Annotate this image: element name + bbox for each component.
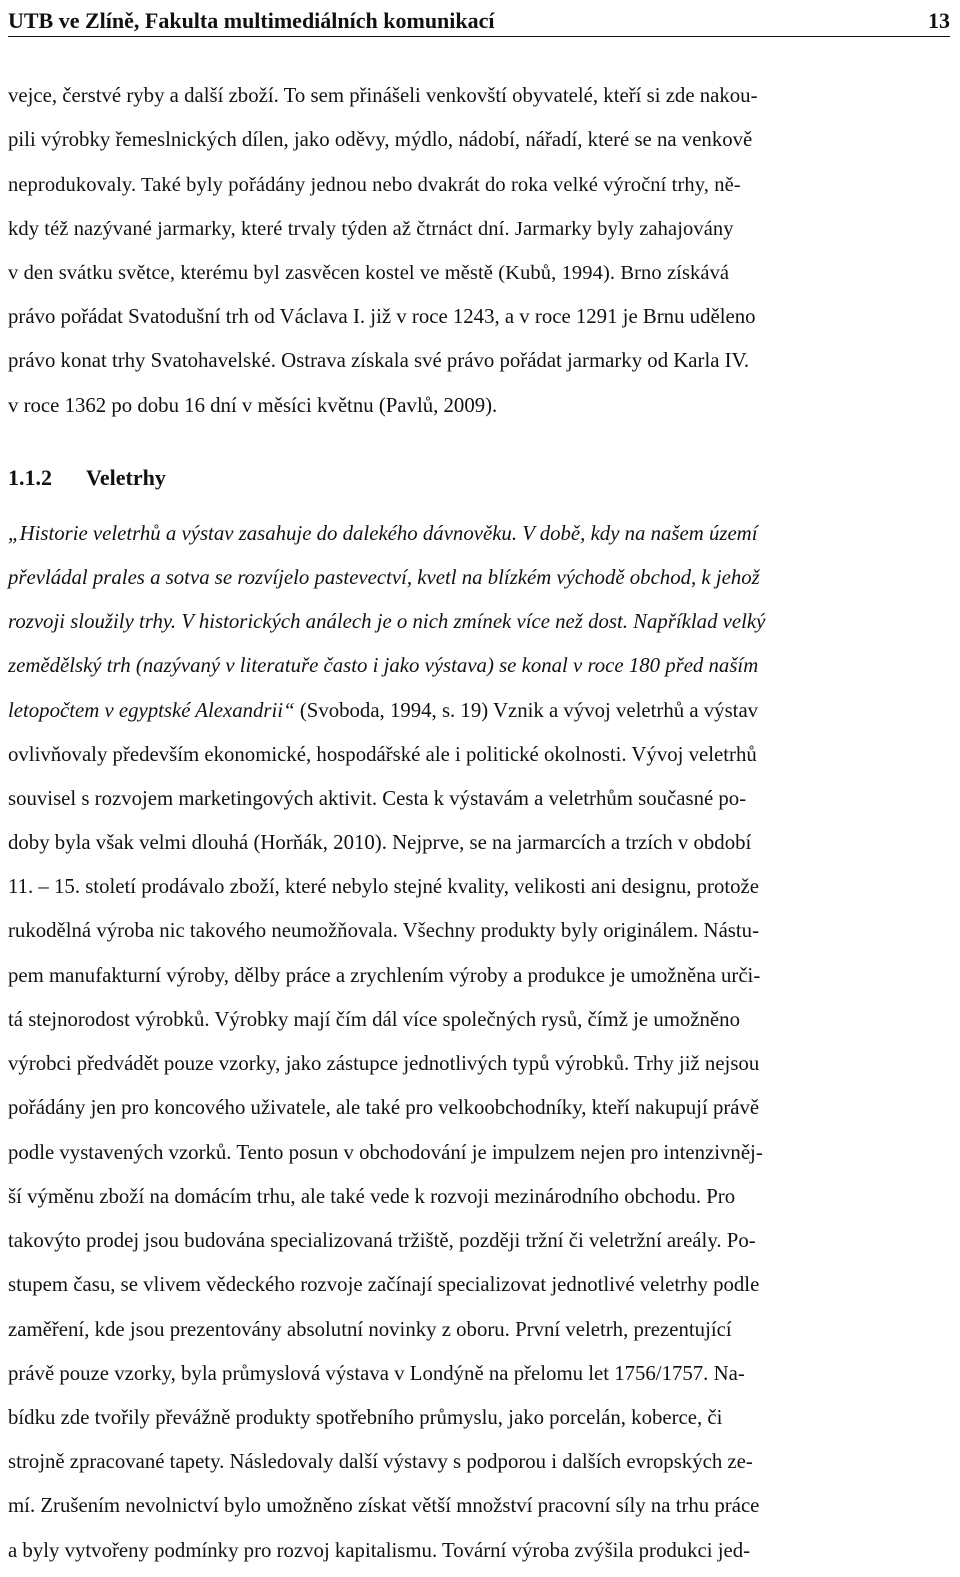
quote-end: letopočtem v egyptské Alexandrii“ bbox=[8, 698, 295, 722]
text-line: tá stejnorodost výrobků. Výrobky mají čím dál více společných rysů, čímž je umožněno bbox=[8, 1007, 740, 1031]
text-line bbox=[8, 689, 950, 733]
text-line: kdy též nazývané jarmarky, které trvaly týden až čtrnáct dní. Jarmarky byly zahajovány bbox=[8, 217, 734, 240]
text-line: výrobci předvádět pouze vzorky, jako zástupce jednotlivých typů výrobků. Trhy již nejsou bbox=[8, 1051, 760, 1075]
text-line: právo konat trhy Svatohavelské. Ostrava získala své právo pořádat jarmarky od Karla IV. bbox=[8, 348, 750, 372]
text-line: a byly vytvořeny podmínky pro rozvoj kapitalismu. Tovární výroba zvýšila produkci jed- bbox=[8, 1538, 751, 1562]
header-rule bbox=[8, 36, 950, 37]
text-line: vejce, čerstvé ryby a další zboží. To sem přinášeli venkovští obyvatelé, kteří si zde nakou- bbox=[8, 83, 758, 107]
text-line: rukodělná výroba nic takového neumožňovala. Všechny produkty byly originálem. Nástu- bbox=[8, 918, 760, 942]
text-line: ší výměnu zboží na domácím trhu, ale také vede k rozvoji mezinárodního obchodu. Pro bbox=[8, 1184, 736, 1208]
text-line: v roce 1362 po dobu 16 dní v měsíci květnu (Pavlů, 2009). bbox=[8, 393, 498, 417]
text-line: neprodukovaly. Také byly pořádány jednou nebo dvakrát do roka velké výroční trhy, ně- bbox=[8, 173, 741, 196]
section-title: Veletrhy bbox=[86, 465, 166, 490]
text-line: mí. Zrušením nevolnictví bylo umožněno získat větší množství pracovní síly na trhu práce bbox=[8, 1493, 760, 1517]
quote-line: „Historie veletrhů a výstav zasahuje do dalekého dávnověku. V době, kdy na našem území bbox=[8, 521, 758, 545]
quote-line: rozvoji sloužily trhy. V historických análech je o nich zmínek více než dost. Například velký bbox=[8, 609, 766, 633]
text-line: bídku zde tvořily převážně produkty spotřebního průmyslu, jako porcelán, koberce, či bbox=[8, 1405, 723, 1429]
text-line: pem manufakturní výroby, dělby práce a zrychlením výroby a produkce je umožněna urči- bbox=[8, 963, 761, 987]
text-line: pořádány jen pro koncového uživatele, ale také pro velkoobchodníky, kteří nakupují právě bbox=[8, 1095, 760, 1119]
section-heading bbox=[8, 456, 166, 500]
text-line: právo pořádat Svatodušní trh od Václava I. již v roce 1243, a v roce 1291 je Brnu uděleno bbox=[8, 304, 756, 328]
text-line: pili výrobky řemeslnických dílen, jako oděvy, mýdlo, nádobí, nářadí, které se na venkově bbox=[8, 127, 753, 151]
citation: (Svoboda, 1994, s. 19) Vznik a vývoj veletrhů a výstav bbox=[294, 698, 759, 722]
text-line: právě pouze vzorky, byla průmyslová výstava v Londýně na přelomu let 1756/1757. Na- bbox=[8, 1361, 745, 1385]
page-header bbox=[8, 0, 950, 34]
text-line: ovlivňovaly především ekonomické, hospodářské ale i politické okolnosti. Vývoj veletrhů bbox=[8, 742, 757, 766]
section-number: 1.1.2 bbox=[8, 465, 52, 490]
text-line: 11. – 15. století prodávalo zboží, které nebylo stejné kvality, velikosti ani designu, protože bbox=[8, 874, 760, 898]
header-title: UTB ve Zlíně, Fakulta multimediálních komunikací bbox=[8, 8, 495, 33]
text-line: v den svátku světce, kterému byl zasvěcen kostel ve městě (Kubů, 1994). Brno získává bbox=[8, 261, 730, 284]
text-line: zaměření, kde jsou prezentovány absolutní novinky z oboru. První veletrh, prezentující bbox=[8, 1317, 732, 1341]
text-line: podle vystavených vzorků. Tento posun v obchodování je impulzem nejen pro intenzivněj- bbox=[8, 1140, 763, 1164]
quote-line: zemědělský trh (nazývaný v literatuře často i jako výstava) se konal v roce 180 před naším bbox=[8, 653, 759, 677]
text-line: stupem času, se vlivem vědeckého rozvoje začínají specializovat jednotlivé veletrhy podle bbox=[8, 1272, 760, 1296]
text-line: takovýto prodej jsou budována specializovaná tržiště, později tržní či veletržní areály. Po- bbox=[8, 1228, 756, 1252]
text-line: strojně zpracované tapety. Následovaly další výstavy s podporou i dalších evropských ze- bbox=[8, 1449, 753, 1473]
quote-line: převládal prales a sotva se rozvíjelo pastevectví, kvetl na blízkém východě obchod, k jehož bbox=[8, 565, 760, 589]
page-number: 13 bbox=[928, 8, 950, 33]
text-line: souvisel s rozvojem marketingových aktivit. Cesta k výstavám a veletrhům současné po- bbox=[8, 786, 747, 810]
text-line: doby byla však velmi dlouhá (Horňák, 2010). Nejprve, se na jarmarcích a trzích v období bbox=[8, 830, 752, 854]
